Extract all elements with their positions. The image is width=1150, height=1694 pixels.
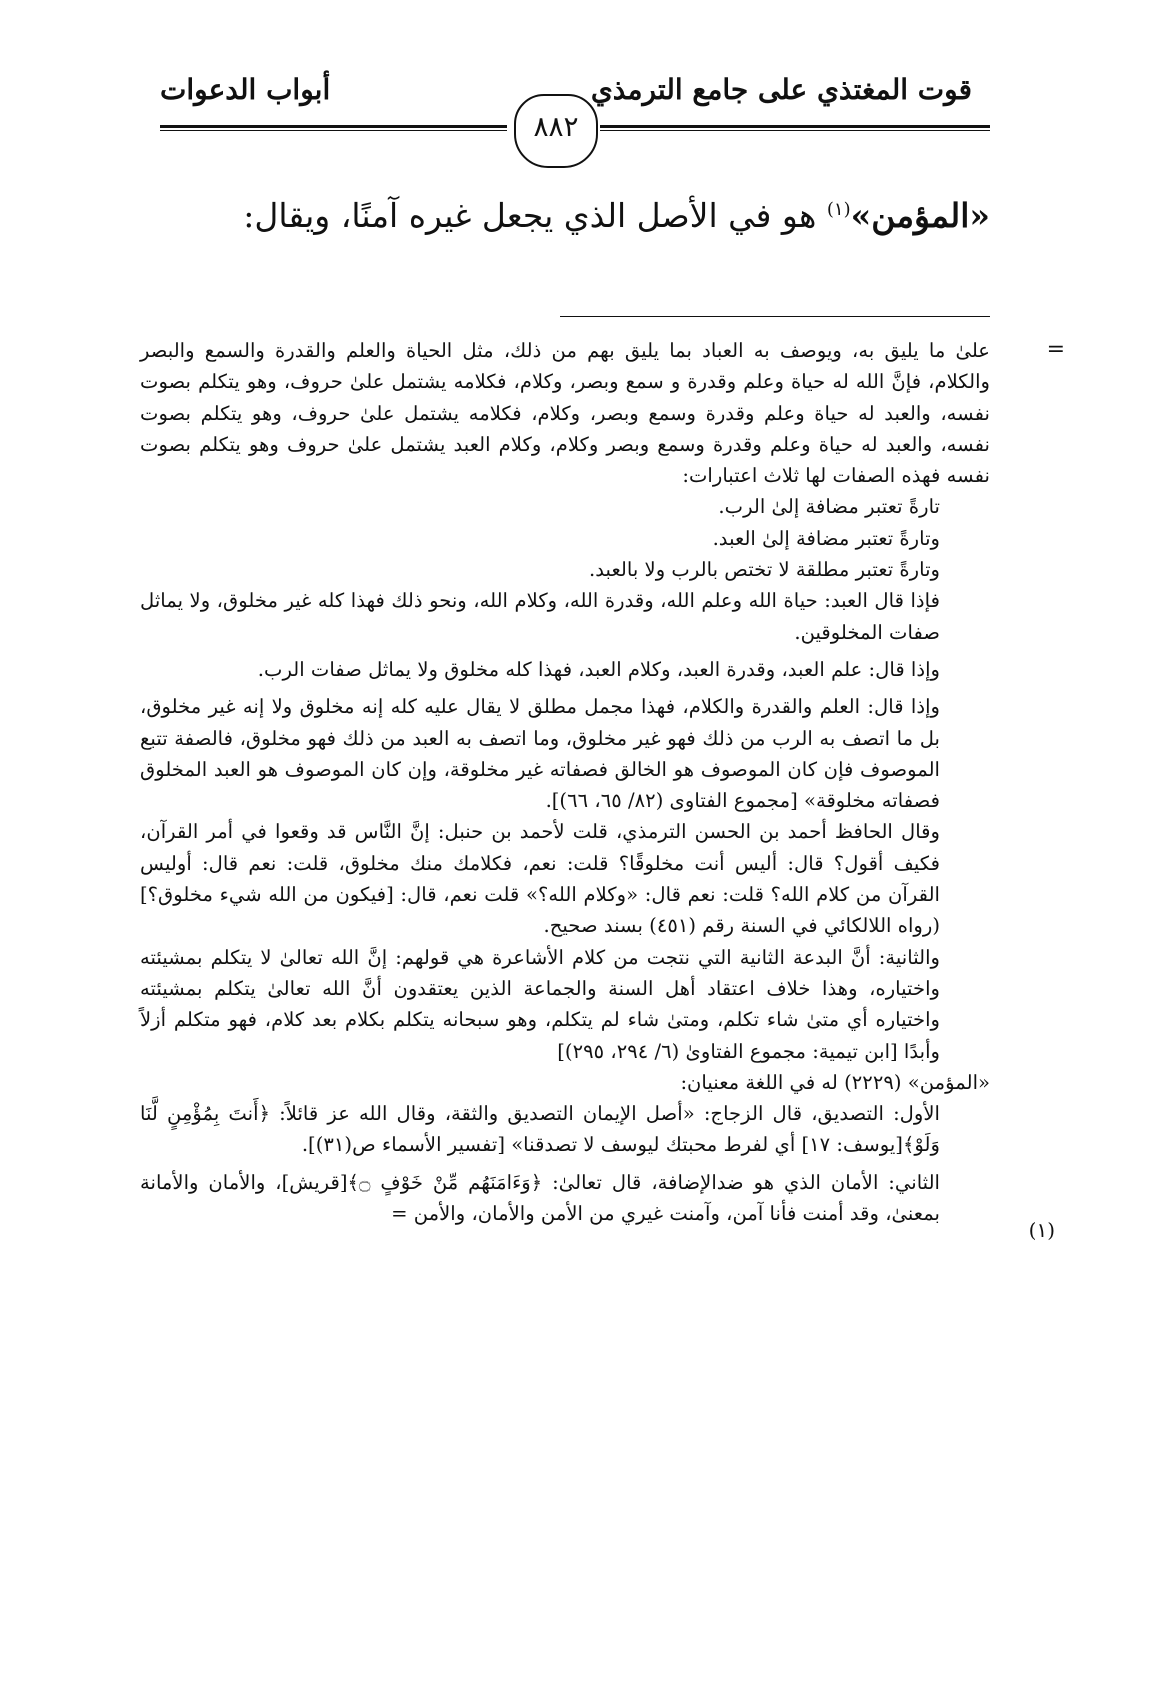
footnote-paragraph: الأول: التصديق، قال الزجاج: «أصل الإيمان التصديق والثقة، وقال الله عز قائلاً: ﴿أَنتَ بِمُؤْمِنٍ لَّنَا وَلَوْ﴾[يوسف: ١٧] أي لفرط محبتك ليوسف لا تصدقنا» [تفسير الأسماء ص(٣١)]. [140,1102,940,1157]
footnote-paragraph: تارةً تعتبر مضافة إلىٰ الرب. [718,495,940,519]
footnote-paragraph: وقال الحافظ أحمد بن الحسن الترمذي، قلت لأحمد بن حنبل: إنَّ النَّاس قد وقعوا في أمر القرآن، فكيف أقول؟ قال: أليس أنت مخلوقًا؟ قلت: نعم، فكلامك منك مخلوق، قلت: نعم قال: أوليس القرآن من كلام الله؟ قلت: نعم قال: «وكلام الله؟» قلت نعم، قال: [فيكون من الله شيء مخلوق؟] (رواه اللالكائي في السنة رقم (٤٥١) بسند صحيح. [140,820,940,938]
footnote-paragraph: وتارةً تعتبر مطلقة لا تختص بالرب ولا بالعبد. [589,558,940,582]
main-text-rest: هو في الأصل الذي يجعل غيره آمنًا، ويقال: [243,196,827,235]
continuation-mark: = [1046,337,1065,362]
page-number: ٨٨٢ [514,94,598,168]
footnote-paragraph: فإذا قال العبد: حياة الله وعلم الله، وقدرة الله، وكلام الله، ونحو ذلك فهذا كله غير مخلوق، ولا يماثل صفات المخلوقين. [140,589,940,644]
header-rule-right [600,125,990,131]
book-title: قوت المغتذي على جامع الترمذي [590,73,972,106]
header-rule-left [160,125,507,131]
main-keyword: «المؤمن» [850,196,990,235]
section-title: أبواب الدعوات [160,73,331,106]
footnote-number: (١) [1028,1218,1055,1242]
footnote-paragraph: علىٰ ما يليق به، ويوصف به العباد بما يليق بهم من ذلك، مثل الحياة والعلم والقدرة والسمع والبصر والكلام، فإنَّ الله له حياة وعلم وقدرة و سمع وبصر، وكلام، فكلامه يشتمل علىٰ حروف، وهو يتكلم بصوت نفسه، والعبد له حياة وعلم وقدرة وسمع وبصر، وكلام، فكلامه يشتمل علىٰ حروف، وهو يتكلم بصوت نفسه، والعبد له حياة وعلم وقدرة وسمع وبصر وكلام، وكلام العبد يشتمل علىٰ حروف وهو يتكلم بصوت نفسه فهذه الصفات لها ثلاث اعتبارات: [140,339,990,488]
main-text-line [150,180,990,246]
footnote-paragraph: وإذا قال: العلم والقدرة والكلام، فهذا مجمل مطلق لا يقال عليه كله إنه مخلوق ولا إنه غير مخلوق، بل ما اتصف به الرب من ذلك فهو غير مخلوق، وما اتصف به العبد من ذلك فهو مخلوق، فالصفة تتبع الموصوف فإن كان الموصوف هو الخالق فصفاته غير مخلوقة، وإن كان الموصوف هو العبد المخلوق فصفاته مخلوقة» [مجموع الفتاوى (٨٢/ ٦٥، ٦٦)]. [140,695,940,813]
footnote-paragraph: وإذا قال: علم العبد، وقدرة العبد، وكلام العبد، فهذا كله مخلوق ولا يماثل صفات الرب. [257,657,940,681]
footnote-paragraph: «المؤمن» (٢٢٢٩) له في اللغة معنيان: [680,1070,990,1094]
footnote-ref: (١) [826,199,851,220]
footnote-paragraph: والثانية: أنَّ البدعة الثانية التي نتجت من كلام الأشاعرة هي قولهم: إنَّ الله تعالىٰ لا يتكلم بمشيئته واختياره، وهذا خلاف اعتقاد أهل السنة والجماعة الذين يعتقدون أنَّ الله تعالىٰ يتكلم بمشيئته واختياره أي متىٰ شاء تكلم، ومتىٰ شاء لم يتكلم، وهو سبحانه يتكلم بكلام بعد كلام، فهو متكلم أزلاً وأبدًا [ابن تيمية: مجموع الفتاوىٰ (٦/ ٢٩٤، ٢٩٥)] [140,945,940,1063]
footnote-paragraph: وتارةً تعتبر مضافة إلىٰ العبد. [712,526,940,550]
footnote-separator [560,316,990,317]
footnote-paragraph: الثاني: الأمان الذي هو ضدالإضافة، قال تعالىٰ: ﴿وَءَامَنَهُم مِّنْ خَوْفٍ ۝﴾[قريش]، والأمان والأمانة بمعنىٰ، وقد أمنت فأنا آمن، وآمنت غيري من الأمن والأمان، والأمن = [140,1170,940,1226]
footnote-body [140,335,990,1229]
